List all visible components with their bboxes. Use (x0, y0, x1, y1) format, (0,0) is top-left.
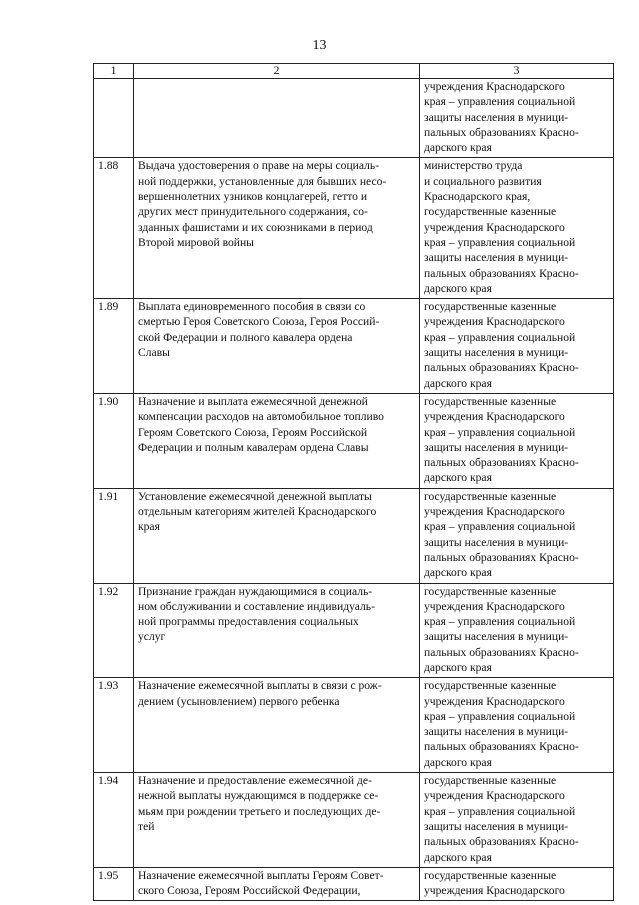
table-header-row (94, 64, 614, 79)
row-number: 1.92 (94, 583, 134, 678)
agency-line: учреждения Краснодарского (424, 410, 565, 424)
agency-line: пальных образованиях Красно- (424, 740, 579, 754)
agency-line: учреждения Краснодарского (424, 315, 565, 329)
agency-cell (420, 678, 614, 773)
agency-line: защиты населения в муници- (424, 251, 569, 265)
services-table (93, 63, 614, 901)
agency-line: защиты населения в муници- (424, 630, 569, 644)
agency-cell (420, 158, 614, 299)
agency-line: края – управления социальной (424, 615, 576, 629)
agency-line: дарского края (424, 471, 492, 485)
service-name-cell (134, 299, 420, 394)
row-number (94, 79, 134, 158)
service-name-line: Героям Советского Союза, Героям Российской (138, 425, 368, 439)
service-name-line: Назначение и выплата ежемесячной денежной (138, 394, 368, 408)
agency-line: Краснодарского края, (424, 190, 531, 204)
agency-line: учреждения Краснодарского (424, 505, 565, 519)
agency-line: края – управления социальной (424, 330, 576, 344)
agency-cell (420, 488, 614, 583)
row-number: 1.88 (94, 158, 134, 299)
service-name-line: Выплата единовременного пособия в связи со (138, 300, 366, 314)
service-name-line: Признание граждан нуждающимися в социаль- (138, 584, 373, 598)
table-row (94, 678, 614, 773)
service-name-line: отдельным категориям жителей Краснодарского (138, 505, 377, 519)
service-name-line: Установление ежемесячной денежной выплаты (138, 489, 372, 503)
agency-line: пальных образованиях Красно- (424, 266, 579, 280)
agency-line: края – управления социальной (424, 804, 576, 818)
page-number: 13 (312, 38, 327, 53)
agency-line: пальных образованиях Красно- (424, 456, 579, 470)
agency-line: защиты населения в муници- (424, 819, 569, 833)
agency-line: учреждения Краснодарского (424, 694, 565, 708)
agency-line: государственные казенные (424, 300, 557, 314)
service-name-line: нежной выплаты нуждающимся в поддержке се- (138, 789, 379, 803)
agency-line: края – управления социальной (424, 235, 576, 249)
table-row (94, 773, 614, 868)
service-name-line: зданных фашистами и их союзниками в период (138, 220, 373, 234)
service-name-cell (134, 583, 420, 678)
agency-cell (420, 299, 614, 394)
agency-line: края – управления социальной (424, 709, 576, 723)
service-name-line: смертью Героя Советского Союза, Героя Россий- (138, 315, 380, 329)
agency-line: учреждения Краснодарского (424, 220, 565, 234)
service-name-line: Выдача удостоверения о праве на меры социаль- (138, 159, 380, 173)
agency-line: защиты населения в муници- (424, 346, 569, 360)
agency-line: пальных образованиях Красно- (424, 125, 579, 139)
service-name-line: дением (усыновлением) первого ребенка (138, 694, 340, 708)
table-body (94, 79, 614, 901)
agency-line: защиты населения в муници- (424, 725, 569, 739)
service-name-cell (134, 393, 420, 488)
agency-line: государственные казенные (424, 774, 557, 788)
agency-line: защиты населения в муници- (424, 110, 569, 124)
table-row (94, 393, 614, 488)
service-name-cell (134, 867, 420, 901)
agency-line: учреждения Краснодарского (424, 789, 565, 803)
agency-line: пальных образованиях Красно- (424, 645, 579, 659)
agency-line: и социального развития (424, 174, 542, 188)
service-name-line: вершеннолетних узников концлагерей, гетто и (138, 190, 368, 204)
service-name-line: мьям при рождении третьего и последующих де- (138, 804, 381, 818)
agency-line: государственные казенные (424, 679, 557, 693)
agency-line: дарского края (424, 141, 492, 155)
row-number: 1.89 (94, 299, 134, 394)
agency-line: пальных образованиях Красно- (424, 550, 579, 564)
row-number: 1.91 (94, 488, 134, 583)
agency-line: дарского края (424, 660, 492, 674)
agency-line: дарского края (424, 755, 492, 769)
agency-line: края – управления социальной (424, 520, 576, 534)
agency-line: дарского края (424, 850, 492, 864)
service-name-line: тей (138, 819, 155, 833)
row-number: 1.93 (94, 678, 134, 773)
service-name-cell (134, 158, 420, 299)
agency-line: министерство труда (424, 159, 523, 173)
service-name-cell (134, 79, 420, 158)
agency-line: края – управления социальной (424, 95, 576, 109)
agency-line: пальных образованиях Красно- (424, 361, 579, 375)
service-name-line: ной поддержки, установленные для бывших несо- (138, 174, 387, 188)
agency-line: государственные казенные (424, 489, 557, 503)
service-name-line: Второй мировой войны (138, 235, 254, 249)
service-name-line: компенсации расходов на автомобильное топливо (138, 410, 384, 424)
service-name-line: Назначение и предоставление ежемесячной де- (138, 774, 372, 788)
agency-line: учреждения Краснодарского (424, 599, 565, 613)
service-name-line: других мест принудительного содержания, со- (138, 205, 368, 219)
agency-line: дарского края (424, 566, 492, 580)
agency-line: защиты населения в муници- (424, 440, 569, 454)
service-name-line: ной программы предоставления социальных (138, 615, 359, 629)
service-name-line: края (138, 520, 160, 534)
agency-cell (420, 867, 614, 901)
column-header-number: 1 (94, 64, 134, 79)
agency-cell (420, 393, 614, 488)
agency-line: пальных образованиях Красно- (424, 835, 579, 849)
agency-line: государственные казенные (424, 868, 557, 882)
table-row (94, 299, 614, 394)
agency-cell (420, 773, 614, 868)
service-name-line: Назначение ежемесячной выплаты в связи с рож- (138, 679, 382, 693)
row-number: 1.94 (94, 773, 134, 868)
agency-line: дарского края (424, 281, 492, 295)
row-number: 1.95 (94, 867, 134, 901)
row-number: 1.90 (94, 393, 134, 488)
service-name-cell (134, 773, 420, 868)
agency-line: государственные казенные (424, 584, 557, 598)
agency-line: учреждения Краснодарского (424, 80, 565, 93)
table-row (94, 488, 614, 583)
table-row (94, 79, 614, 158)
service-name-line: Назначение ежемесячной выплаты Героям Совет- (138, 868, 384, 882)
agency-cell (420, 583, 614, 678)
agency-line: учреждения Краснодарского (424, 884, 565, 898)
service-name-line: Федерации и полным кавалерам ордена Славы (138, 440, 369, 454)
agency-line: края – управления социальной (424, 425, 576, 439)
service-name-line: ской Федерации и полного кавалера ордена (138, 330, 353, 344)
service-name-line: ном обслуживании и составление индивидуаль- (138, 599, 375, 613)
column-header-agency: 3 (420, 64, 614, 79)
agency-cell (420, 79, 614, 158)
agency-line: государственные казенные (424, 394, 557, 408)
table-row (94, 583, 614, 678)
service-name-line: ского Союза, Героям Российской Федерации, (138, 884, 361, 898)
service-name-line: Славы (138, 346, 170, 360)
agency-line: защиты населения в муници- (424, 535, 569, 549)
column-header-service: 2 (134, 64, 420, 79)
table-row (94, 867, 614, 901)
table-row (94, 158, 614, 299)
service-name-line: услуг (138, 630, 166, 644)
agency-line: государственные казенные (424, 205, 557, 219)
service-name-cell (134, 488, 420, 583)
agency-line: дарского края (424, 376, 492, 390)
service-name-cell (134, 678, 420, 773)
